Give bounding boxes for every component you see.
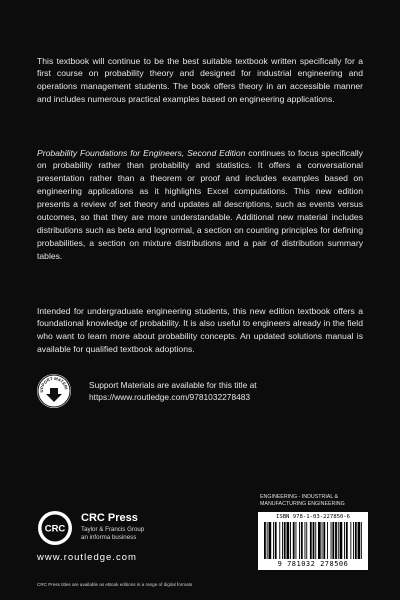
crc-press-logo-icon	[37, 510, 73, 546]
barcode-bar	[301, 522, 303, 559]
support-materials	[37, 374, 367, 414]
barcode-bar	[332, 522, 334, 559]
barcode-bar	[350, 522, 351, 559]
barcode-bar	[313, 522, 315, 559]
barcode-bar	[355, 522, 357, 559]
publisher-group-line: Taylor & Francis Group	[81, 526, 145, 533]
description-paragraph-2-body: continues to focus specifically on probability rather than probability and statistics. It offers a conversational presentation rather than a theorem or proof and includes examples based on engineering applications as it highlights Excel computations. This new edition presents a review of set theory and updates all descriptions, such as events versus outcomes, so that they are more understandable. Additional new material includes distributions such as beta and lognormal, a section on counting principles for defining probabilities, a section on mixture distributions and a pair of distribution summary tables.	[37, 147, 363, 261]
support-badge-label: UPPORT MATERI	[38, 375, 69, 393]
barcode-bar	[305, 522, 306, 559]
barcode-bar	[290, 522, 291, 559]
barcode-bar	[287, 522, 290, 559]
barcode-bar	[269, 522, 272, 559]
barcode-bar	[315, 522, 316, 559]
barcode-bar	[282, 522, 283, 559]
barcode-bar	[279, 522, 280, 559]
barcode-bar	[346, 522, 348, 559]
barcode-icon	[264, 522, 362, 559]
support-material-icon	[37, 374, 71, 408]
barcode-bar	[331, 522, 332, 559]
barcode-bar	[340, 522, 343, 559]
barcode-bar	[323, 522, 325, 559]
category-line: ENGINEERING - INDUSTRIAL &	[260, 494, 339, 500]
barcode-bar	[358, 522, 361, 559]
barcode-bar	[296, 522, 297, 559]
barcode-bar	[318, 522, 321, 559]
barcode-bar	[327, 522, 328, 559]
barcode-bar	[310, 522, 312, 559]
barcode-bar	[338, 522, 339, 559]
barcode-digits: 9 781032 278506	[277, 560, 349, 568]
support-line: Support Materials are available for this title at	[89, 380, 257, 390]
description-paragraph-1: This textbook will continue to be the best suitable textbook written specifically for a first course on probability theory and designed for industrial engineering and operations management students. The book offers theory in an accessible manner and includes numerous practical examples based on engineering applications.	[37, 55, 363, 105]
barcode-bar	[361, 522, 362, 559]
publisher-block	[37, 510, 267, 580]
book-title-italic: Probability Foundations for Engineers, Second Edition	[37, 147, 246, 158]
description-paragraph-3: Intended for undergraduate engineering students, this new edition textbook offers a foundational knowledge of probability. It is also useful to engineers already in the field who want to learn more about probability concepts. An updated solutions manual is available for qualified textbook adoptions.	[37, 305, 363, 355]
barcode-box	[258, 512, 368, 570]
barcode-bar	[275, 522, 277, 559]
subject-category	[260, 494, 368, 508]
crc-logo-text: CRC	[44, 523, 66, 535]
publisher-group	[81, 526, 144, 543]
ebook-note: CRC Press titles are available as eBook editions in a range of digital formats	[37, 582, 193, 587]
publisher-informa-line: an informa business	[81, 534, 137, 542]
support-url-link[interactable]: https://www.routledge.com/9781032278483	[89, 392, 251, 403]
barcode-bar	[293, 522, 295, 559]
support-material-badge	[37, 374, 71, 408]
barcode-bar	[284, 522, 286, 559]
barcode-bar	[306, 522, 307, 559]
publisher-url-link[interactable]: www.routledge.com	[37, 552, 137, 563]
barcode-bar	[273, 522, 274, 559]
category-line: MANUFACTURING ENGINEERING	[260, 500, 345, 507]
barcode-bar	[344, 522, 345, 559]
description-paragraph-2	[37, 147, 363, 263]
barcode-bar	[335, 522, 337, 559]
isbn-label: ISBN 978-1-03-227850-6	[275, 514, 351, 520]
barcode-bar	[322, 522, 323, 559]
barcode-bar	[299, 522, 300, 559]
publisher-name: CRC Press	[81, 512, 138, 524]
support-text	[89, 379, 369, 403]
barcode-bar	[353, 522, 354, 559]
